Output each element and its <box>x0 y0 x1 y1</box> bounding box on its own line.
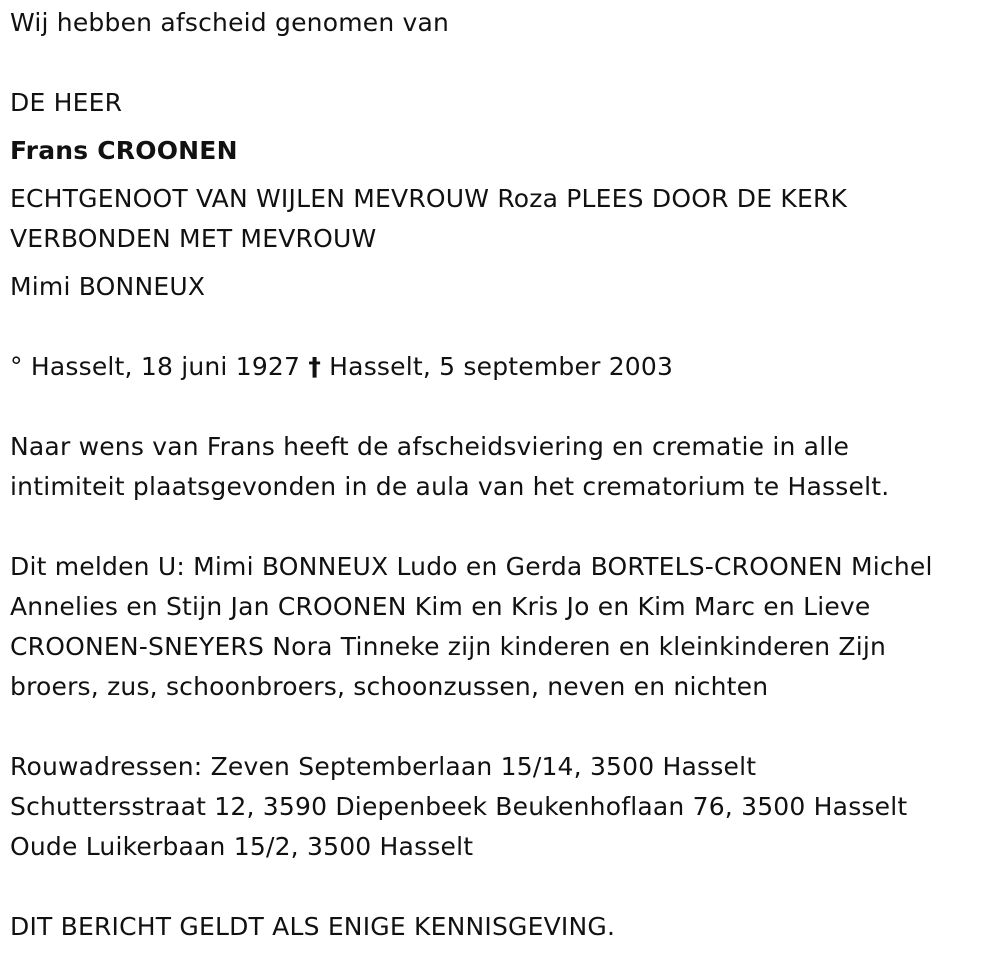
relation-line-2: VERBONDEN MET MEVROUW <box>10 224 377 253</box>
relation-line-1: ECHTGENOOT VAN WIJLEN MEVROUW Roza PLEES DOOR DE KERK <box>10 184 848 213</box>
cross-icon: † <box>308 352 322 381</box>
address-line-1: Rouwadressen: Zeven Septemberlaan 15/14, 3500 Hasselt <box>10 752 757 781</box>
death-date: Hasselt, 5 september 2003 <box>329 352 674 381</box>
address-line-2: Schuttersstraat 12, 3590 Diepenbeek Beukenhoflaan 76, 3500 Hasselt <box>10 792 908 821</box>
family-line-2: Annelies en Stijn Jan CROONEN Kim en Kris Jo en Kim Marc en Lieve <box>10 592 871 621</box>
address-line-3: Oude Luikerbaan 15/2, 3500 Hasselt <box>10 832 474 861</box>
ceremony-line-2: intimiteit plaatsgevonden in de aula van het crematorium te Hasselt. <box>10 472 890 501</box>
intro-text: Wij hebben afscheid genomen van <box>10 8 450 37</box>
family-line-3: CROONEN-SNEYERS Nora Tinneke zijn kinderen en kleinkinderen Zijn <box>10 632 887 661</box>
salutation: DE HEER <box>10 88 123 117</box>
life-dates <box>10 352 673 381</box>
birth-date: ° Hasselt, 18 juni 1927 <box>10 352 301 381</box>
ceremony-line-1: Naar wens van Frans heeft de afscheidsviering en crematie in alle <box>10 432 850 461</box>
family-line-4: broers, zus, schoonbroers, schoonzussen, neven en nichten <box>10 672 769 701</box>
closing-notice: DIT BERICHT GELDT ALS ENIGE KENNISGEVING. <box>10 912 616 941</box>
deceased-name: Frans CROONEN <box>10 136 238 165</box>
spouse-name: Mimi BONNEUX <box>10 272 206 301</box>
family-line-1: Dit melden U: Mimi BONNEUX Ludo en Gerda BORTELS-CROONEN Michel <box>10 552 933 581</box>
